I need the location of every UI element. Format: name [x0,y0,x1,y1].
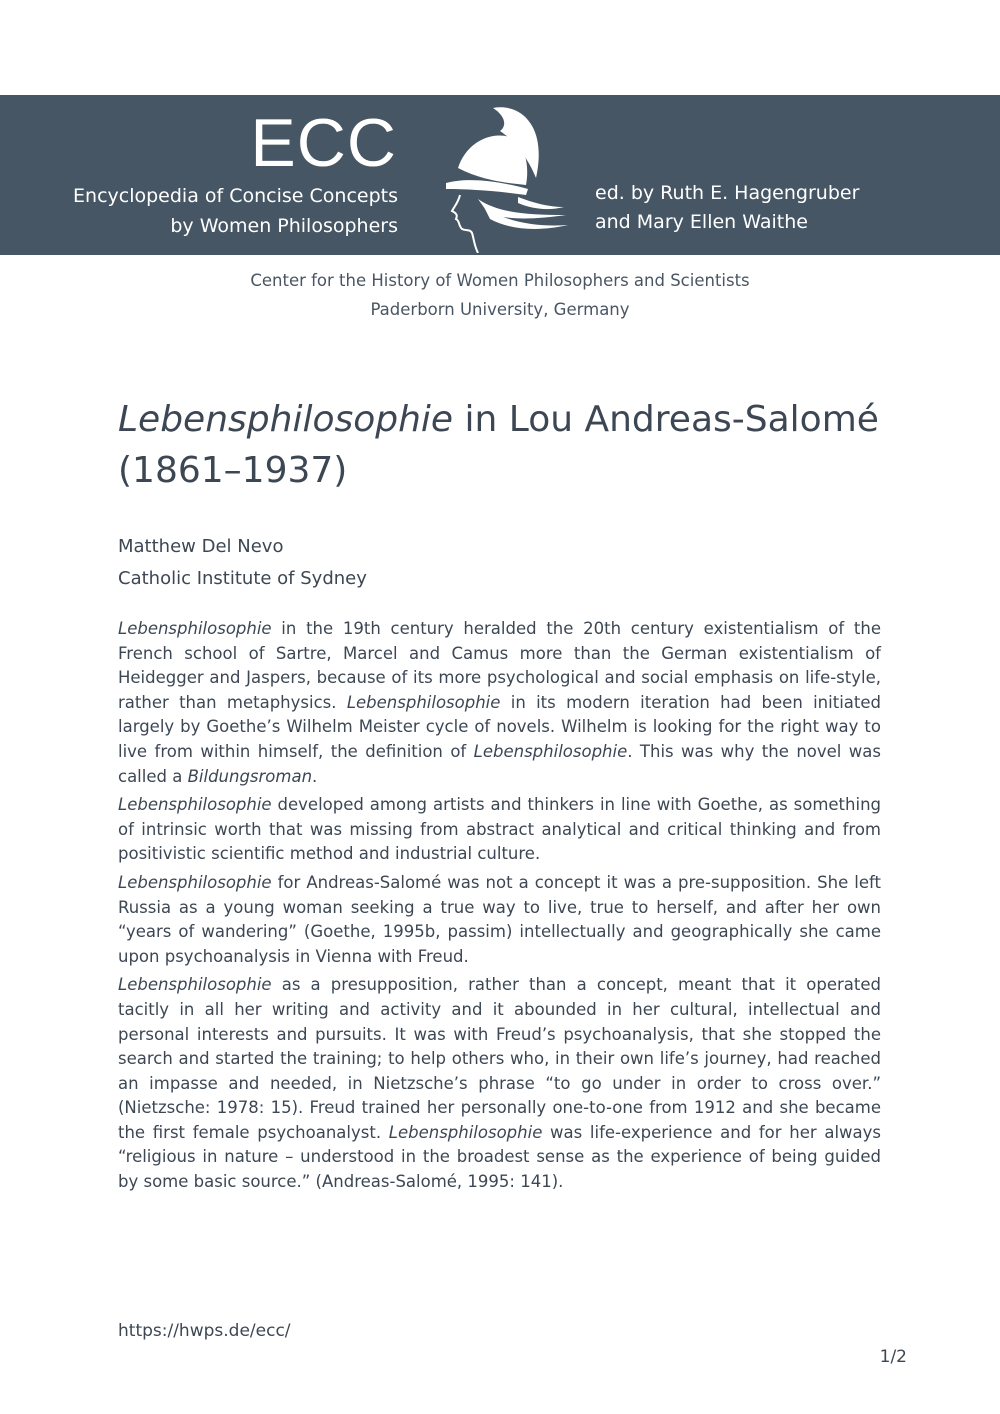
ecc-logo-text: ECC [250,105,397,181]
italic-term: Lebensphilosophie [118,619,272,638]
page-number: 1/2 [879,1347,907,1367]
italic-term: Lebensphilosophie [118,975,272,995]
text-run: for Andreas-Salomé was not a concept it was a pre-supposition. She left Russia as a young woman seeking a true way to live, true to herself, and after her own “years of wandering” (Goethe, 1995b, passim) intellectually and geographically she came upon psychoanalysis in Vienna with Freud. [118,872,881,966]
italic-term: Lebensphilosophie [388,1122,543,1142]
editors-line-2: and Mary Ellen Waithe [595,211,808,233]
italic-term: Bildungsroman [187,766,313,786]
title-italic: Lebensphilosophie [118,399,454,440]
article-title [118,394,898,496]
italic-term: Lebensphilosophie [118,795,272,815]
text-run: . This was why the novel was called a [118,741,881,786]
text-run: in the 19th century heralded the 20th century existentialism of the French school of Sartre, Marcel and Camus more than the German existentialism of Heidegger and Jaspers, because of its more psychological and social emphasis on life-style, rather than metaphysics. [118,619,881,712]
header-banner [0,95,1000,255]
body-paragraph [118,871,881,969]
center-line-2: Paderborn University, Germany [370,300,630,319]
center-info [0,266,1000,324]
athena-helmet-icon [438,103,573,253]
article-body [118,617,881,1199]
footer-url-link[interactable]: https://hwps.de/ecc/ [118,1321,291,1341]
text-run: developed among artists and thinkers in line with Goethe, as something of intrinsic worth that was missing from abstract analytical and critical thinking and from positivistic scientific method and industrial culture. [118,795,881,864]
author-affiliation: Catholic Institute of Sydney [118,568,367,589]
editors [595,179,859,237]
italic-term: Lebensphilosophie [473,741,628,761]
text-run: in its modern iteration had been initiated largely by Goethe’s Wilhelm Meister cycle of novels. Wilhelm is looking for the right way to live from within himself, the definition of [118,692,881,761]
encyclopedia-line-2: by Women Philosophers [170,215,398,237]
encyclopedia-line-1: Encyclopedia of Concise Concepts [73,185,398,207]
center-line-1: Center for the History of Women Philosophers and Scientists [250,271,750,290]
author-name: Matthew Del Nevo [118,536,284,557]
italic-term: Lebensphilosophie [346,692,501,712]
title-dates: (1861–1937) [118,450,348,491]
text-run: as a presupposition, rather than a concept, meant that it operated tacitly in all her writing and activity and it abounded in her cultural, intellectual and personal interests and pursuits. It was with Freud’s psychoanalysis, that she stopped the search and started the training; to help others who, in their own life’s journey, had reached an impasse and needed, in Nietzsche’s phrase “to go under in order to cross over.” (Nietzsche: 1978: 15). Freud trained her personally one-to-one from 1912 and she became the first female psychoanalyst. [118,975,881,1142]
body-paragraph [118,793,881,867]
body-paragraph [118,973,881,1194]
author-block [118,531,367,595]
editors-line-1: ed. by Ruth E. Hagengruber [595,182,860,204]
encyclopedia-name [73,181,398,241]
italic-term: Lebensphilosophie [118,872,272,892]
title-rest: in Lou Andreas-Salomé [453,399,879,440]
text-run: was life-experience and for her always “religious in nature – understood in the broadest sense as the experience of being guided by some basic source.” (Andreas-Salomé, 1995: 141). [118,1122,881,1192]
body-paragraph [118,617,881,789]
text-run: . [312,766,318,786]
